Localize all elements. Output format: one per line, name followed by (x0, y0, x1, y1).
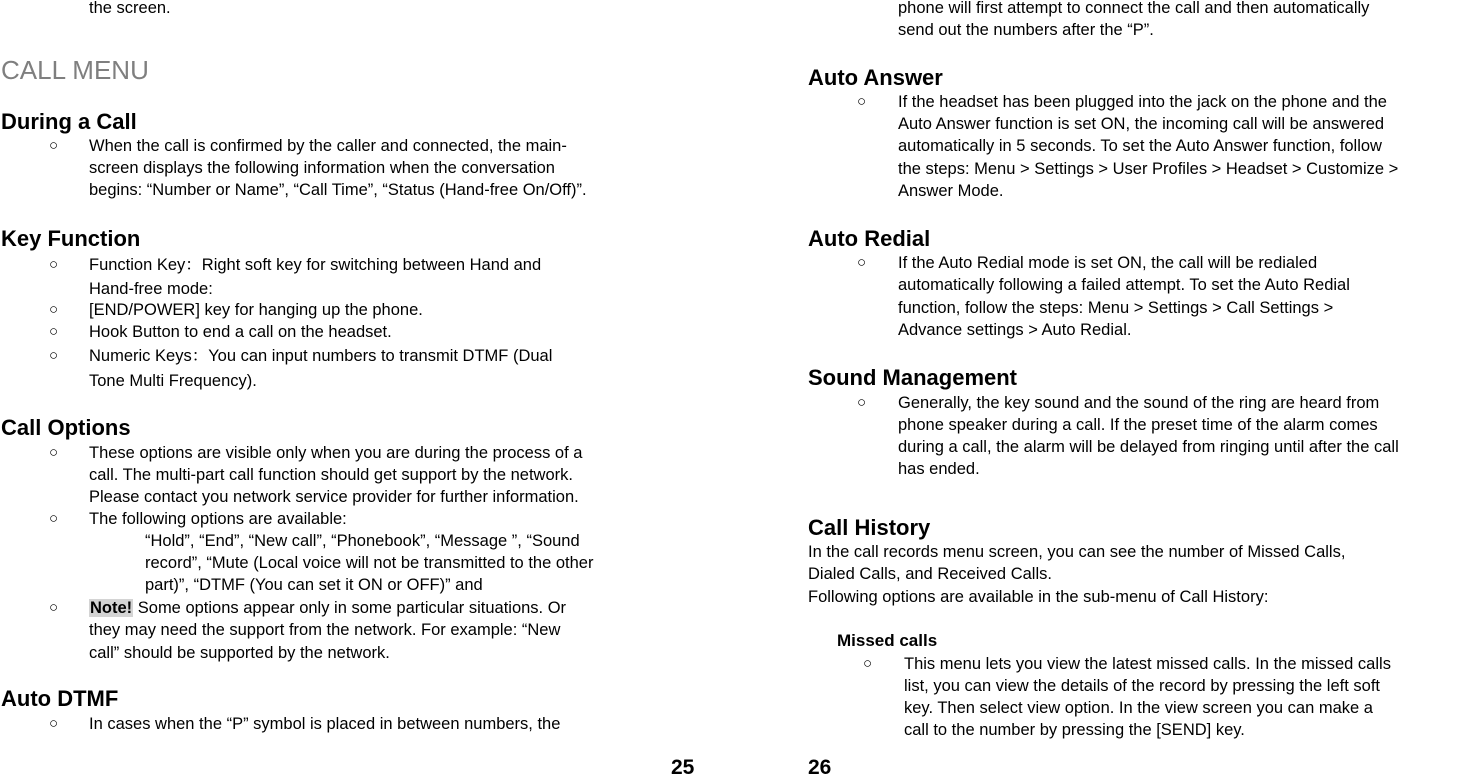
page-number: 25 (671, 756, 695, 779)
page-number: 26 (808, 756, 832, 779)
paragraph-line: the steps: Menu > Settings > User Profiles > Headset > Customize > (898, 160, 1399, 178)
page-title: CALL MENU (1, 55, 149, 85)
paragraph-line: In the call records menu screen, you can see the number of Missed Calls, (808, 543, 1346, 561)
bullet-icon: ○ (49, 715, 59, 732)
bullet-icon: ○ (49, 599, 59, 616)
continued-text: send out the numbers after the “P”. (898, 21, 1154, 39)
paragraph-line: screen displays the following information when the conversation (89, 159, 555, 177)
list-item: In cases when the “P” symbol is placed in between numbers, the (89, 715, 561, 733)
key-function-heading: Key Function (1, 226, 141, 251)
paragraph-line: call to the number by pressing the [SEND] key. (904, 721, 1245, 739)
bullet-icon: ○ (49, 301, 59, 318)
list-item: [END/POWER] key for hanging up the phone. (89, 301, 423, 319)
note-text: Some options appear only in some particular situations. Or (133, 599, 567, 617)
list-item: The following options are available: (89, 510, 347, 528)
bullet-icon: ○ (857, 394, 867, 411)
note-label: Note! (90, 599, 133, 617)
bullet-icon: ○ (857, 254, 867, 271)
bullet-icon: ○ (49, 256, 59, 273)
list-item-cont: Please contact you network service provider for further information. (89, 488, 579, 506)
options-line: part)”, “DTMF (You can set it ON or OFF)” and (145, 576, 483, 594)
continued-text: the screen. (89, 0, 171, 17)
list-item: Hook Button to end a call on the headset. (89, 323, 392, 341)
list-item-cont: Hand-free mode: (89, 280, 213, 298)
missed-calls-heading: Missed calls (837, 631, 938, 650)
list-item: These options are visible only when you are during the process of a (89, 444, 583, 462)
auto-redial-heading: Auto Redial (808, 226, 931, 251)
paragraph-line: Advance settings > Auto Redial. (898, 321, 1132, 339)
options-line: record”, “Mute (Local voice will not be transmitted to the other (145, 554, 594, 572)
paragraph-line: If the Auto Redial mode is set ON, the call will be redialed (898, 254, 1318, 272)
auto-dtmf-heading: Auto DTMF (1, 686, 119, 711)
paragraph-line: list, you can view the details of the record by pressing the left soft (904, 677, 1380, 695)
during-call-heading: During a Call (1, 109, 137, 134)
bullet-icon: ○ (863, 655, 873, 672)
bullet-icon: ○ (857, 93, 867, 110)
paragraph-line: function, follow the steps: Menu > Settings > Call Settings > (898, 299, 1334, 317)
bullet-icon: ○ (49, 444, 59, 461)
paragraph-line: When the call is confirmed by the caller and connected, the main- (89, 137, 567, 155)
call-options-heading: Call Options (1, 415, 131, 440)
paragraph-line: phone speaker during a call. If the preset time of the alarm comes (898, 416, 1378, 434)
options-line: “Hold”, “End”, “New call”, “Phonebook”, “Message ”, “Sound (145, 532, 580, 550)
bullet-icon: ○ (49, 347, 59, 364)
paragraph-line: This menu lets you view the latest missed calls. In the missed calls (904, 655, 1391, 673)
paragraph-line: during a call, the alarm will be delayed from ringing until after the call (898, 438, 1399, 456)
note-line (89, 597, 566, 619)
bullet-icon: ○ (49, 510, 59, 527)
list-item: Function Key：Right soft key for switching between Hand and (89, 256, 542, 274)
paragraph-line: begins: “Number or Name”, “Call Time”, “Status (Hand-free On/Off)”. (89, 181, 587, 199)
paragraph-line: has ended. (898, 460, 980, 478)
paragraph-line: Auto Answer function is set ON, the incoming call will be answered (898, 115, 1385, 133)
paragraph-line: Following options are available in the sub-menu of Call History: (808, 588, 1269, 606)
paragraph-line: automatically in 5 seconds. To set the Auto Answer function, follow (898, 137, 1382, 155)
call-history-heading: Call History (808, 515, 931, 540)
paragraph-line: Generally, the key sound and the sound of the ring are heard from (898, 394, 1380, 412)
note-line: they may need the support from the network. For example: “New (89, 621, 561, 639)
list-item: Numeric Keys：You can input numbers to transmit DTMF (Dual (89, 347, 553, 365)
note-line: call” should be supported by the network. (89, 644, 390, 662)
bullet-icon: ○ (49, 323, 59, 340)
continued-text: phone will first attempt to connect the call and then automatically (898, 0, 1370, 17)
list-item-cont: call. The multi-part call function should get support by the network. (89, 466, 573, 484)
auto-answer-heading: Auto Answer (808, 65, 943, 90)
paragraph-line: automatically following a failed attempt. To set the Auto Redial (898, 276, 1350, 294)
sound-management-heading: Sound Management (808, 365, 1018, 390)
paragraph-line: Dialed Calls, and Received Calls. (808, 565, 1052, 583)
paragraph-line: key. Then select view option. In the view screen you can make a (904, 699, 1373, 717)
paragraph-line: Answer Mode. (898, 182, 1004, 200)
paragraph-line: If the headset has been plugged into the jack on the phone and the (898, 93, 1387, 111)
bullet-icon: ○ (49, 137, 59, 154)
list-item-cont: Tone Multi Frequency). (89, 372, 257, 390)
